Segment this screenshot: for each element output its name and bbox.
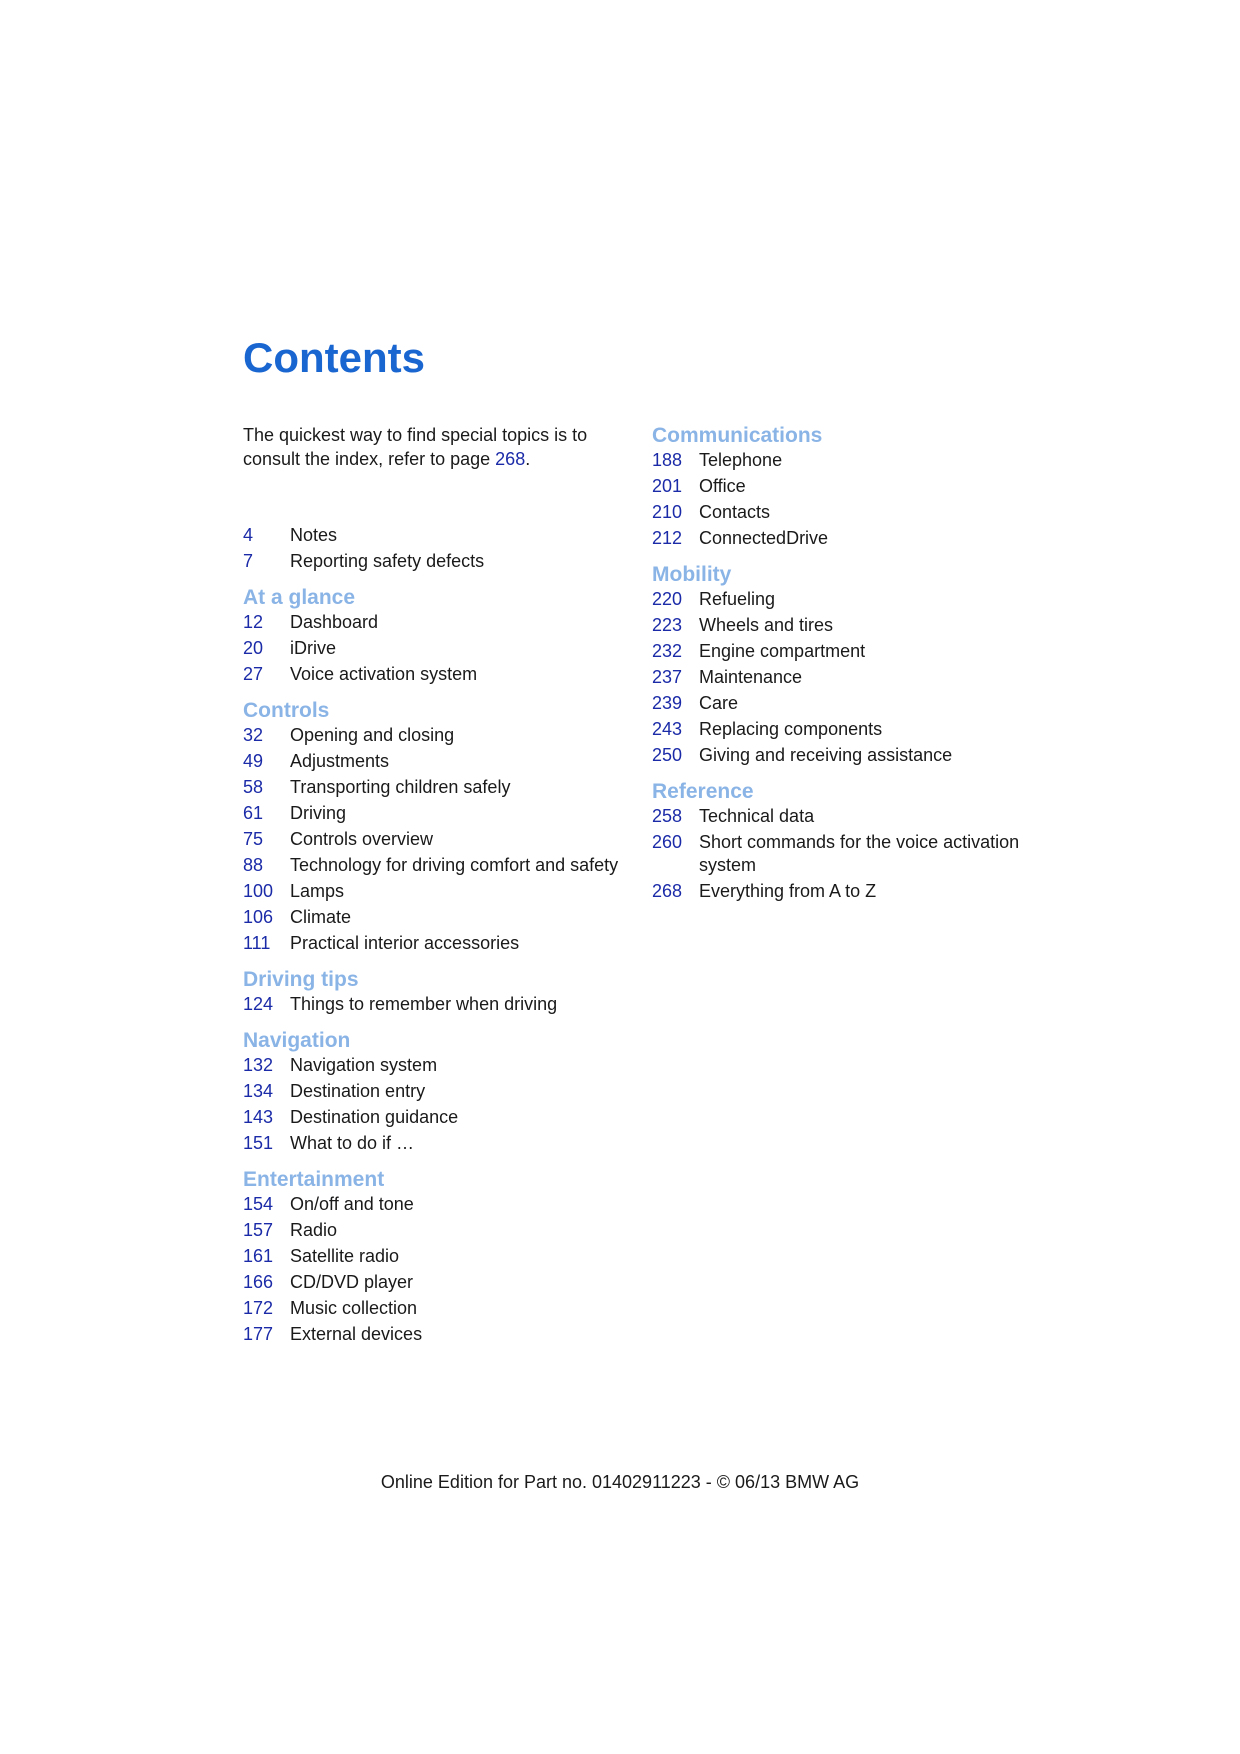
toc-entry-label: Navigation system: [290, 1055, 438, 1075]
section-title[interactable]: Controls: [243, 699, 330, 722]
toc-entry-label: Contacts: [699, 502, 771, 522]
toc-page-number: 172: [243, 1298, 274, 1318]
toc-entry-label: ConnectedDrive: [699, 528, 829, 548]
toc-entry-label: Practical interior accessories: [290, 933, 520, 953]
toc-page-number: 12: [243, 612, 264, 632]
section-title[interactable]: Reference: [652, 780, 754, 803]
toc-page-number: 32: [243, 725, 264, 745]
toc-page-number: 49: [243, 751, 264, 771]
toc-entry[interactable]: [652, 449, 1072, 472]
toc-entry-label: On/off and tone: [290, 1194, 414, 1214]
toc-page-number: 20: [243, 638, 264, 658]
toc-entry-label: Climate: [290, 907, 352, 927]
toc-entry[interactable]: [243, 993, 633, 1016]
toc-entry[interactable]: [243, 932, 633, 955]
toc-entry-label: Reporting safety defects: [290, 551, 485, 571]
toc-page-number: 106: [243, 907, 274, 927]
toc-page-number: 161: [243, 1246, 274, 1266]
toc-entry-label: Short commands for the voice activation system: [699, 832, 1020, 875]
toc-page-number: 143: [243, 1107, 274, 1127]
toc-entry-label: Engine compartment: [699, 641, 866, 661]
toc-entry-label: Wheels and tires: [699, 615, 834, 635]
toc-entry[interactable]: [243, 724, 633, 747]
toc-entry-label: Technical data: [699, 806, 815, 826]
toc-entry[interactable]: [243, 1245, 633, 1268]
toc-page-number: 220: [652, 589, 683, 609]
toc-entry[interactable]: [243, 1323, 633, 1346]
toc-entry[interactable]: [652, 527, 1072, 550]
toc-entry[interactable]: [243, 828, 633, 851]
toc-entry[interactable]: [243, 1219, 633, 1242]
toc-entry-label: External devices: [290, 1324, 423, 1344]
toc-page-number: 154: [243, 1194, 274, 1214]
toc-entry-label: Things to remember when driving: [290, 994, 558, 1014]
toc-entry-label: What to do if …: [290, 1133, 415, 1153]
section-reference: [652, 779, 1072, 903]
toc-entry[interactable]: [243, 750, 633, 773]
toc-page-number: 7: [243, 551, 254, 571]
index-page-link[interactable]: 268: [495, 449, 526, 469]
toc-entry-label: Voice activation system: [290, 664, 478, 684]
toc-entry[interactable]: [652, 718, 1072, 741]
toc-page-number: 177: [243, 1324, 274, 1344]
toc-entry[interactable]: [652, 831, 1072, 877]
toc-entry[interactable]: [243, 1271, 633, 1294]
toc-page-number: 132: [243, 1055, 274, 1075]
toc-page-number: 4: [243, 525, 254, 545]
left-column: [243, 423, 633, 1358]
toc-page-number: 27: [243, 664, 264, 684]
section-navigation: [243, 1028, 633, 1155]
toc-page-number: 151: [243, 1133, 274, 1153]
toc-entry-label: Transporting children safely: [290, 777, 511, 797]
section-communications: [652, 423, 1072, 550]
intro-end: .: [525, 449, 531, 469]
section-controls: [243, 698, 633, 955]
toc-entry-label: Controls overview: [290, 829, 434, 849]
toc-page-number: 212: [652, 528, 683, 548]
toc-entry-label: iDrive: [290, 638, 337, 658]
toc-page-number: 201: [652, 476, 683, 496]
toc-page-number: 250: [652, 745, 683, 765]
section-title[interactable]: Entertainment: [243, 1168, 385, 1191]
section-mobility: [652, 562, 1072, 767]
section-title[interactable]: At a glance: [243, 586, 356, 609]
toc-entry[interactable]: [243, 1193, 633, 1216]
toc-entry-label: Technology for driving comfort and safety: [290, 855, 619, 875]
toc-entry[interactable]: [652, 744, 1072, 767]
toc-entry[interactable]: [243, 776, 633, 799]
section-entertainment: [243, 1167, 633, 1346]
toc-entry[interactable]: [652, 614, 1072, 637]
toc-page-number: 258: [652, 806, 683, 826]
toc-page-number: 223: [652, 615, 683, 635]
toc-page-number: 61: [243, 803, 264, 823]
toc-entry-label: Telephone: [699, 450, 783, 470]
toc-entry-label: Driving: [290, 803, 347, 823]
toc-page-number: 239: [652, 693, 683, 713]
toc-entry-label: Office: [699, 476, 746, 496]
toc-page-number: 134: [243, 1081, 274, 1101]
toc-entry[interactable]: [652, 588, 1072, 611]
toc-page-number: 75: [243, 829, 264, 849]
toc-entry-label: Maintenance: [699, 667, 803, 687]
toc-entry[interactable]: [243, 880, 633, 903]
toc-page-number: 188: [652, 450, 683, 470]
toc-entry[interactable]: [652, 692, 1072, 715]
toc-entry-label: Satellite radio: [290, 1246, 400, 1266]
toc-entry[interactable]: [243, 1132, 633, 1155]
section-title[interactable]: Mobility: [652, 563, 732, 586]
toc-entry-label: Care: [699, 693, 739, 713]
toc-entry-label: Adjustments: [290, 751, 390, 771]
toc-entry-label: CD/DVD player: [290, 1272, 414, 1292]
toc-entry[interactable]: [243, 550, 633, 573]
toc-entry-label: Radio: [290, 1220, 338, 1240]
toc-entry-label: Destination guidance: [290, 1107, 459, 1127]
toc-entry-label: Opening and closing: [290, 725, 455, 745]
general-entries: [243, 524, 633, 573]
right-column: [652, 423, 1072, 915]
toc-entry[interactable]: [652, 805, 1072, 828]
toc-entry[interactable]: [652, 880, 1072, 903]
toc-entry[interactable]: [243, 611, 633, 634]
intro-text: [243, 423, 603, 471]
toc-page-number: 111: [243, 933, 271, 953]
toc-entry-label: Destination entry: [290, 1081, 426, 1101]
section-at-a-glance: [243, 585, 633, 686]
toc-entry[interactable]: [243, 637, 633, 660]
toc-entry-label: Dashboard: [290, 612, 379, 632]
toc-entry[interactable]: [652, 501, 1072, 524]
toc-entry[interactable]: [243, 1106, 633, 1129]
toc-entry[interactable]: [243, 906, 633, 929]
section-driving-tips: [243, 967, 633, 1016]
section-title[interactable]: Navigation: [243, 1029, 351, 1052]
toc-page-number: 243: [652, 719, 683, 739]
toc-page-number: 232: [652, 641, 683, 661]
page-title: Contents: [243, 334, 425, 381]
footer-edition-note: Online Edition for Part no. 01402911223 - © 06/13 BMW AG: [380, 1472, 860, 1492]
toc-entry[interactable]: [243, 1297, 633, 1320]
toc-entry[interactable]: [243, 854, 633, 877]
toc-entry-label: Everything from A to Z: [699, 881, 877, 901]
toc-page-number: 268: [652, 881, 683, 901]
toc-page-number: 157: [243, 1220, 274, 1240]
toc-entry-label: Lamps: [290, 881, 345, 901]
toc-entry[interactable]: [652, 640, 1072, 663]
toc-page-number: 88: [243, 855, 264, 875]
toc-page-number: 124: [243, 994, 274, 1014]
toc-page-number: 100: [243, 881, 274, 901]
toc-entry-label: Notes: [290, 525, 338, 545]
toc-entry[interactable]: [243, 663, 633, 686]
section-title[interactable]: Driving tips: [243, 968, 359, 991]
toc-entry-label: Refueling: [699, 589, 776, 609]
toc-page-number: 58: [243, 777, 264, 797]
toc-page-number: 237: [652, 667, 683, 687]
toc-page-number: 166: [243, 1272, 274, 1292]
toc-entry[interactable]: [243, 802, 633, 825]
toc-entry[interactable]: [243, 1080, 633, 1103]
toc-entry[interactable]: [652, 666, 1072, 689]
toc-page-number: 260: [652, 832, 683, 852]
toc-entry-label: Replacing components: [699, 719, 883, 739]
intro-sentence: The quickest way to find special topics is to consult the index, refer to page: [243, 425, 588, 469]
toc-entry[interactable]: [243, 1054, 633, 1077]
toc-page-number: 210: [652, 502, 683, 522]
toc-entry[interactable]: [243, 524, 633, 547]
toc-entry[interactable]: [652, 475, 1072, 498]
toc-entry-label: Music collection: [290, 1298, 418, 1318]
toc-entry-label: Giving and receiving assistance: [699, 745, 953, 765]
section-title[interactable]: Communications: [652, 424, 823, 447]
